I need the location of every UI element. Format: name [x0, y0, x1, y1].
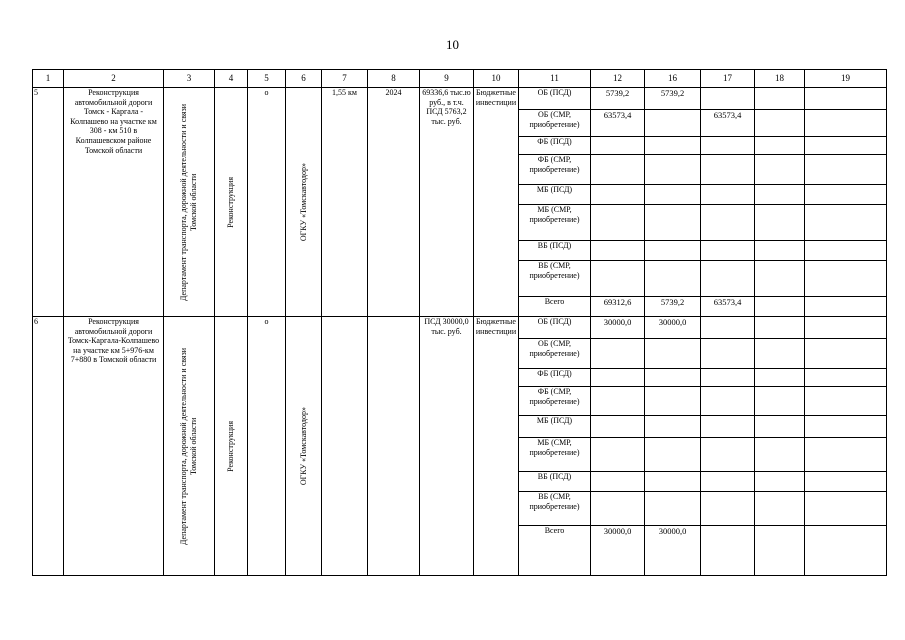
finance-value: [645, 387, 701, 416]
column-header-6: 6: [286, 70, 322, 88]
finance-value: 63573,4: [701, 297, 755, 317]
finance-value: [755, 137, 805, 155]
finance-value-col19: [805, 137, 887, 155]
finance-value: [645, 416, 701, 438]
finance-value-col19: [805, 339, 887, 369]
funding-source-label: ОБ (ПСД): [519, 317, 591, 339]
finance-value-col19: [805, 185, 887, 205]
finance-value: [755, 387, 805, 416]
finance-value: [701, 205, 755, 241]
column-header-9: 9: [420, 70, 474, 88]
finance-value: [701, 369, 755, 387]
finance-value: [591, 261, 645, 297]
funding-source-label: МБ (СМР, приобретение): [519, 205, 591, 241]
finance-value-col19: [805, 387, 887, 416]
customer-cell: [286, 88, 322, 317]
finance-value-col19: [805, 369, 887, 387]
finance-value-col19: [805, 297, 887, 317]
finance-value: [645, 155, 701, 185]
finance-value: [645, 438, 701, 472]
department-cell: [164, 88, 215, 317]
finance-value: 30000,0: [591, 317, 645, 339]
finance-value: [755, 438, 805, 472]
funding-source-label: ВБ (ПСД): [519, 241, 591, 261]
funding-source-label: МБ (СМР, приобретение): [519, 438, 591, 472]
customer-text: ОГКУ «Томскавтодор»: [298, 162, 308, 242]
table-row: [33, 88, 887, 110]
finance-value: [591, 492, 645, 526]
page-number: 10: [446, 37, 459, 52]
finance-value: [755, 492, 805, 526]
funding-source-label: ОБ (СМР, приобретение): [519, 110, 591, 137]
finance-value: [591, 137, 645, 155]
column-header-11: 11: [519, 70, 591, 88]
funding-source-label: ВБ (СМР, приобретение): [519, 261, 591, 297]
finance-value: [645, 137, 701, 155]
finance-value: [755, 472, 805, 492]
funding-source-label: МБ (ПСД): [519, 416, 591, 438]
finance-value: [701, 317, 755, 339]
column-header-10: 10: [474, 70, 519, 88]
finance-value: 30000,0: [645, 526, 701, 576]
finance-value: [591, 241, 645, 261]
finance-value: [591, 438, 645, 472]
funding-source-label: ФБ (ПСД): [519, 137, 591, 155]
finance-value: 63573,4: [701, 110, 755, 137]
column-header-14: 17: [701, 70, 755, 88]
finance-value-col19: [805, 88, 887, 110]
finance-value: [755, 526, 805, 576]
finance-value: 30000,0: [591, 526, 645, 576]
column-header-4: 4: [215, 70, 248, 88]
finance-value: [755, 110, 805, 137]
finance-value: [645, 339, 701, 369]
finance-value: 5739,2: [645, 88, 701, 110]
table-body: [33, 70, 887, 576]
customer-cell: [286, 317, 322, 576]
department-cell: [164, 317, 215, 576]
column-header-8: 8: [368, 70, 420, 88]
cost-value: ПСД 30000,0 тыс. руб.: [420, 317, 474, 576]
finance-value: [755, 241, 805, 261]
investment-table: [32, 69, 887, 576]
finance-value: [701, 88, 755, 110]
finance-value-col19: [805, 155, 887, 185]
finance-value-col19: [805, 438, 887, 472]
funding-source-label: ВБ (ПСД): [519, 472, 591, 492]
finance-value: 69312,6: [591, 297, 645, 317]
finance-value-col19: [805, 317, 887, 339]
table-row: [33, 317, 887, 339]
investment-type: Бюджетные инвестиции: [474, 317, 519, 576]
finance-value-col19: [805, 416, 887, 438]
finance-value: [645, 205, 701, 241]
column-header-16: 19: [805, 70, 887, 88]
finance-value: [645, 492, 701, 526]
finance-value: [701, 137, 755, 155]
record-number: 6: [33, 317, 64, 576]
column-header-13: 16: [645, 70, 701, 88]
finance-value: [645, 261, 701, 297]
finance-value: [701, 261, 755, 297]
finance-value: [645, 472, 701, 492]
funding-source-label: ОБ (СМР, приобретение): [519, 339, 591, 369]
finance-value: [701, 241, 755, 261]
finance-value-col19: [805, 492, 887, 526]
finance-value: [645, 185, 701, 205]
work-type-text: Реконструкция: [226, 420, 235, 472]
column-header-12: 12: [591, 70, 645, 88]
object-name: Реконструкция автомобильной дороги Томск - Каргала - Колпашево на участке км 308 - км 510 в Колпашевском районе Томской области: [64, 88, 164, 317]
object-name: Реконструкция автомобильной дороги Томск-Каргала-Колпашево на участке км 5+976-км 7+880 в Томской области: [64, 317, 164, 576]
funding-source-label: ФБ (ПСД): [519, 369, 591, 387]
cost-value: 69336,6 тыс.ю руб., в т.ч. ПСД 5763,2 тыс. руб.: [420, 88, 474, 317]
funding-source-label: МБ (ПСД): [519, 185, 591, 205]
column-header-15: 18: [755, 70, 805, 88]
finance-value-col19: [805, 205, 887, 241]
finance-value: [701, 387, 755, 416]
finance-value: 5739,2: [591, 88, 645, 110]
column-header-5: 5: [248, 70, 286, 88]
length-value: [322, 317, 368, 576]
finance-value: [591, 155, 645, 185]
finance-value: [701, 492, 755, 526]
finance-value: [591, 416, 645, 438]
length-value: 1,55 км: [322, 88, 368, 317]
finance-value-col19: [805, 241, 887, 261]
finance-value: [701, 339, 755, 369]
finance-value: [755, 339, 805, 369]
finance-value: [591, 205, 645, 241]
column-header-7: 7: [322, 70, 368, 88]
finance-value: [591, 185, 645, 205]
finance-value: [755, 297, 805, 317]
finance-value: [591, 339, 645, 369]
finance-value: [645, 110, 701, 137]
investment-type: Бюджетные инвестиции: [474, 88, 519, 317]
column-5-mark: о: [248, 88, 286, 317]
department-text: Департамент транспорта, дорожной деятельности и связи Томской области: [179, 103, 198, 301]
finance-value: 63573,4: [591, 110, 645, 137]
finance-value: 5739,2: [645, 297, 701, 317]
work-type-text: Реконструкция: [226, 176, 235, 228]
finance-value: [755, 416, 805, 438]
column-5-mark: о: [248, 317, 286, 576]
finance-value: [755, 261, 805, 297]
finance-value-col19: [805, 472, 887, 492]
finance-value: [701, 526, 755, 576]
finance-value: [755, 185, 805, 205]
finance-value: [755, 205, 805, 241]
column-header-1: 1: [33, 70, 64, 88]
finance-value: [701, 438, 755, 472]
finance-value-col19: [805, 526, 887, 576]
finance-value-col19: [805, 110, 887, 137]
finance-value: [755, 317, 805, 339]
header-row: [33, 70, 887, 88]
column-header-3: 3: [164, 70, 215, 88]
funding-source-label: Всего: [519, 526, 591, 576]
finance-value-col19: [805, 261, 887, 297]
finance-value: [701, 185, 755, 205]
finance-value: [591, 387, 645, 416]
work-type-cell: [215, 88, 248, 317]
finance-value: [591, 472, 645, 492]
finance-value: [755, 155, 805, 185]
customer-text: ОГКУ «Томскавтодор»: [298, 406, 308, 486]
finance-value: [645, 369, 701, 387]
finance-value: [701, 472, 755, 492]
funding-source-label: ФБ (СМР, приобретение): [519, 155, 591, 185]
finance-value: [755, 369, 805, 387]
funding-source-label: Всего: [519, 297, 591, 317]
finance-value: [701, 416, 755, 438]
finance-value: [755, 88, 805, 110]
department-text: Департамент транспорта, дорожной деятельности и связи Томской области: [179, 347, 198, 545]
year-value: [368, 317, 420, 576]
finance-value: [645, 241, 701, 261]
finance-value: [591, 369, 645, 387]
work-type-cell: [215, 317, 248, 576]
funding-source-label: ОБ (ПСД): [519, 88, 591, 110]
year-value: 2024: [368, 88, 420, 317]
funding-source-label: ВБ (СМР, приобретение): [519, 492, 591, 526]
funding-source-label: ФБ (СМР, приобретение): [519, 387, 591, 416]
finance-value: 30000,0: [645, 317, 701, 339]
column-header-2: 2: [64, 70, 164, 88]
finance-value: [701, 155, 755, 185]
record-number: 5: [33, 88, 64, 317]
